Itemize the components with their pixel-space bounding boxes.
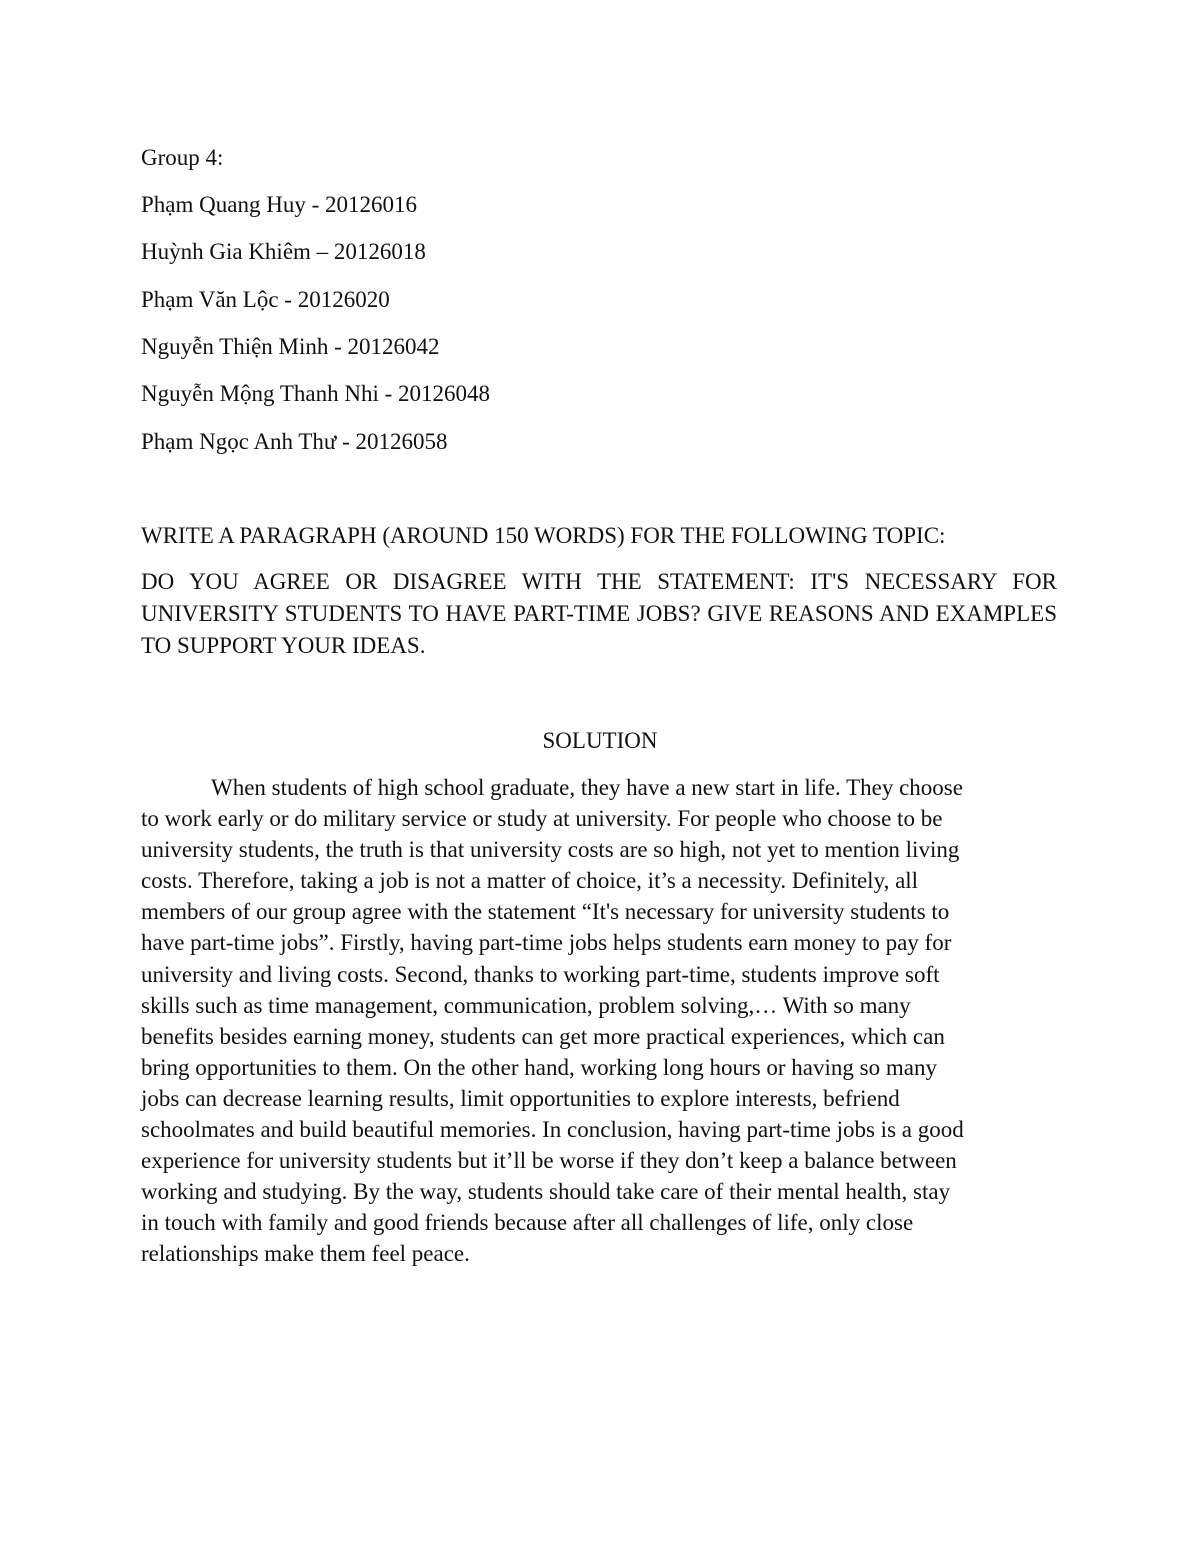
paragraph-line: working and studying. By the way, students should take care of their mental health, stay (141, 1179, 951, 1205)
task-instruction: WRITE A PARAGRAPH (AROUND 150 WORDS) FOR THE FOLLOWING TOPIC: (141, 523, 946, 548)
paragraph-line: to work early or do military service or study at university. For people who choose to be (141, 806, 943, 832)
paragraph-line: jobs can decrease learning results, limit opportunities to explore interests, befriend (141, 1085, 900, 1111)
member-line: Phạm Ngọc Anh Thư - 20126058 (141, 429, 448, 454)
member-line: Nguyễn Thiện Minh - 20126042 (141, 334, 440, 359)
paragraph-line: When students of high school graduate, they have a new start in life. They choose (211, 775, 963, 800)
member-line: Huỳnh Gia Khiêm – 20126018 (141, 239, 426, 264)
paragraph-line: schoolmates and build beautiful memories. In conclusion, having part-time jobs is a good (141, 1117, 964, 1143)
paragraph-line: have part-time jobs”. Firstly, having part-time jobs helps students earn money to pay for (141, 930, 952, 956)
solution-paragraph (141, 772, 1051, 1270)
solution-title: SOLUTION (542, 728, 658, 753)
paragraph-line: university students, the truth is that university costs are so high, not yet to mention living (141, 837, 960, 863)
paragraph-line: relationships make them feel peace. (141, 1241, 470, 1267)
paragraph-line: members of our group agree with the statement “It's necessary for university students to (141, 899, 950, 925)
paragraph-line: costs. Therefore, taking a job is not a matter of choice, it’s a necessity. Definitely, all (141, 868, 919, 894)
paragraph-line: benefits besides earning money, students can get more practical experiences, which can (141, 1023, 945, 1049)
paragraph-line: university and living costs. Second, thanks to working part-time, students improve soft (141, 961, 940, 987)
member-line: Phạm Quang Huy - 20126016 (141, 192, 417, 217)
paragraph-line: skills such as time management, communication, problem solving,… With so many (141, 992, 911, 1018)
member-line: Phạm Văn Lộc - 20126020 (141, 287, 390, 312)
paragraph-line: in touch with family and good friends because after all challenges of life, only close (141, 1210, 914, 1236)
group-label: Group 4: (141, 145, 224, 170)
paragraph-line: bring opportunities to them. On the other hand, working long hours or having so many (141, 1054, 937, 1080)
member-line: Nguyễn Mộng Thanh Nhi - 20126048 (141, 381, 491, 406)
paragraph-line: experience for university students but it’ll be worse if they don’t keep a balance between (141, 1148, 957, 1174)
task-question: DO YOU AGREE OR DISAGREE WITH THE STATEMENT: IT'S NECESSARY FOR UNIVERSITY STUDENTS TO HAVE PART-TIME JOBS? GIVE REASONS AND EXAMPLES TO SUPPORT YOUR IDEAS. (141, 569, 1057, 658)
